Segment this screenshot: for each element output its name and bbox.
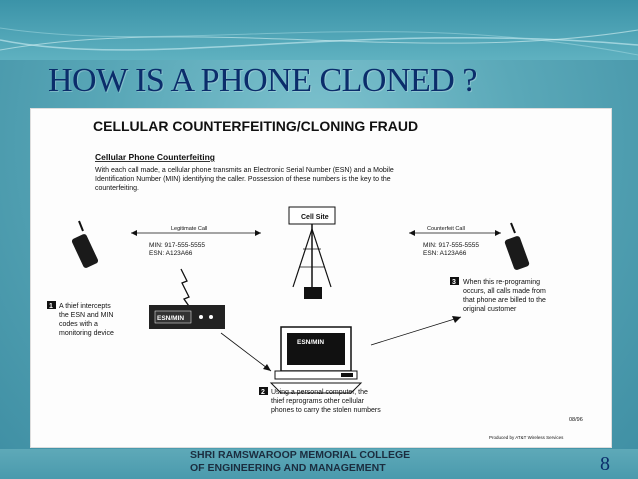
cloned-phone-icon [504, 223, 530, 271]
counterfeit-call-min: MIN: 917-555-5555 [423, 242, 480, 249]
cloning-diagram [30, 108, 612, 448]
step-3-line-4: original customer [463, 306, 517, 313]
slide-title: HOW IS A PHONE CLONED ? [48, 62, 477, 99]
page-number: 8 [600, 453, 610, 475]
computer-to-phone-arrow [371, 316, 461, 345]
computer-label: ESN/MIN [297, 339, 325, 346]
step-3-line-3: that phone are billed to the [463, 297, 546, 304]
footer-line-1: SHRI RAMSWAROOP MEMORIAL COLLEGE [190, 449, 411, 461]
step-2-number: 2 [261, 389, 265, 396]
step-3-number: 3 [452, 279, 456, 286]
device-to-computer-arrow [221, 333, 271, 371]
counterfeit-call-esn: ESN: A123A66 [423, 250, 467, 257]
step-2-line-2: thief reprograms other cellular [271, 398, 364, 405]
step-3-line-2: occurs, all calls made from [463, 288, 546, 295]
footer-institution [190, 449, 410, 475]
figure-heading: CELLULAR COUNTERFEITING/CLONING FRAUD [93, 118, 419, 134]
device-label: ESN/MIN [157, 315, 185, 322]
legit-call-label: Legitimate Call [171, 226, 208, 232]
intro-line-3: counterfeiting. [95, 185, 139, 192]
figure-subheading: Cellular Phone Counterfeiting [95, 152, 215, 162]
figure-credit: Produced by AT&T Wireless Services [489, 435, 564, 440]
step-1-number: 1 [49, 303, 53, 310]
step-1-line-4: monitoring device [59, 330, 114, 337]
lightning-icon [181, 269, 191, 309]
step-3-line-1: When this re-programing [463, 279, 541, 286]
step-1-line-2: the ESN and MIN [59, 312, 114, 319]
counterfeit-call-label: Counterfeit Call [427, 226, 465, 232]
figure-date: 08/96 [569, 417, 583, 423]
legit-call-min: MIN: 917-555-5555 [149, 242, 206, 249]
step-2-line-1: Using a personal computer, the [271, 389, 368, 396]
mobile-phone-icon [71, 221, 99, 269]
step-1-line-1: A thief intercepts [59, 303, 111, 310]
legit-call-esn: ESN: A123A66 [149, 250, 193, 257]
intro-line-2: Identification Number (MIN) identifying the caller. Possession of these numbers is the key to the [95, 176, 391, 183]
step-2-line-3: phones to carry the stolen numbers [271, 407, 381, 414]
intro-line-1: With each call made, a cellular phone transmits an Electronic Serial Number (ESN) and a Mobile [95, 167, 394, 174]
decorative-wave [0, 0, 638, 70]
personal-computer-icon [271, 327, 361, 393]
footer-line-2: OF ENGINEERING AND MANAGEMENT [190, 462, 386, 474]
step-1-line-3: codes with a [59, 321, 98, 328]
cell-site-label: Cell Site [301, 214, 329, 221]
